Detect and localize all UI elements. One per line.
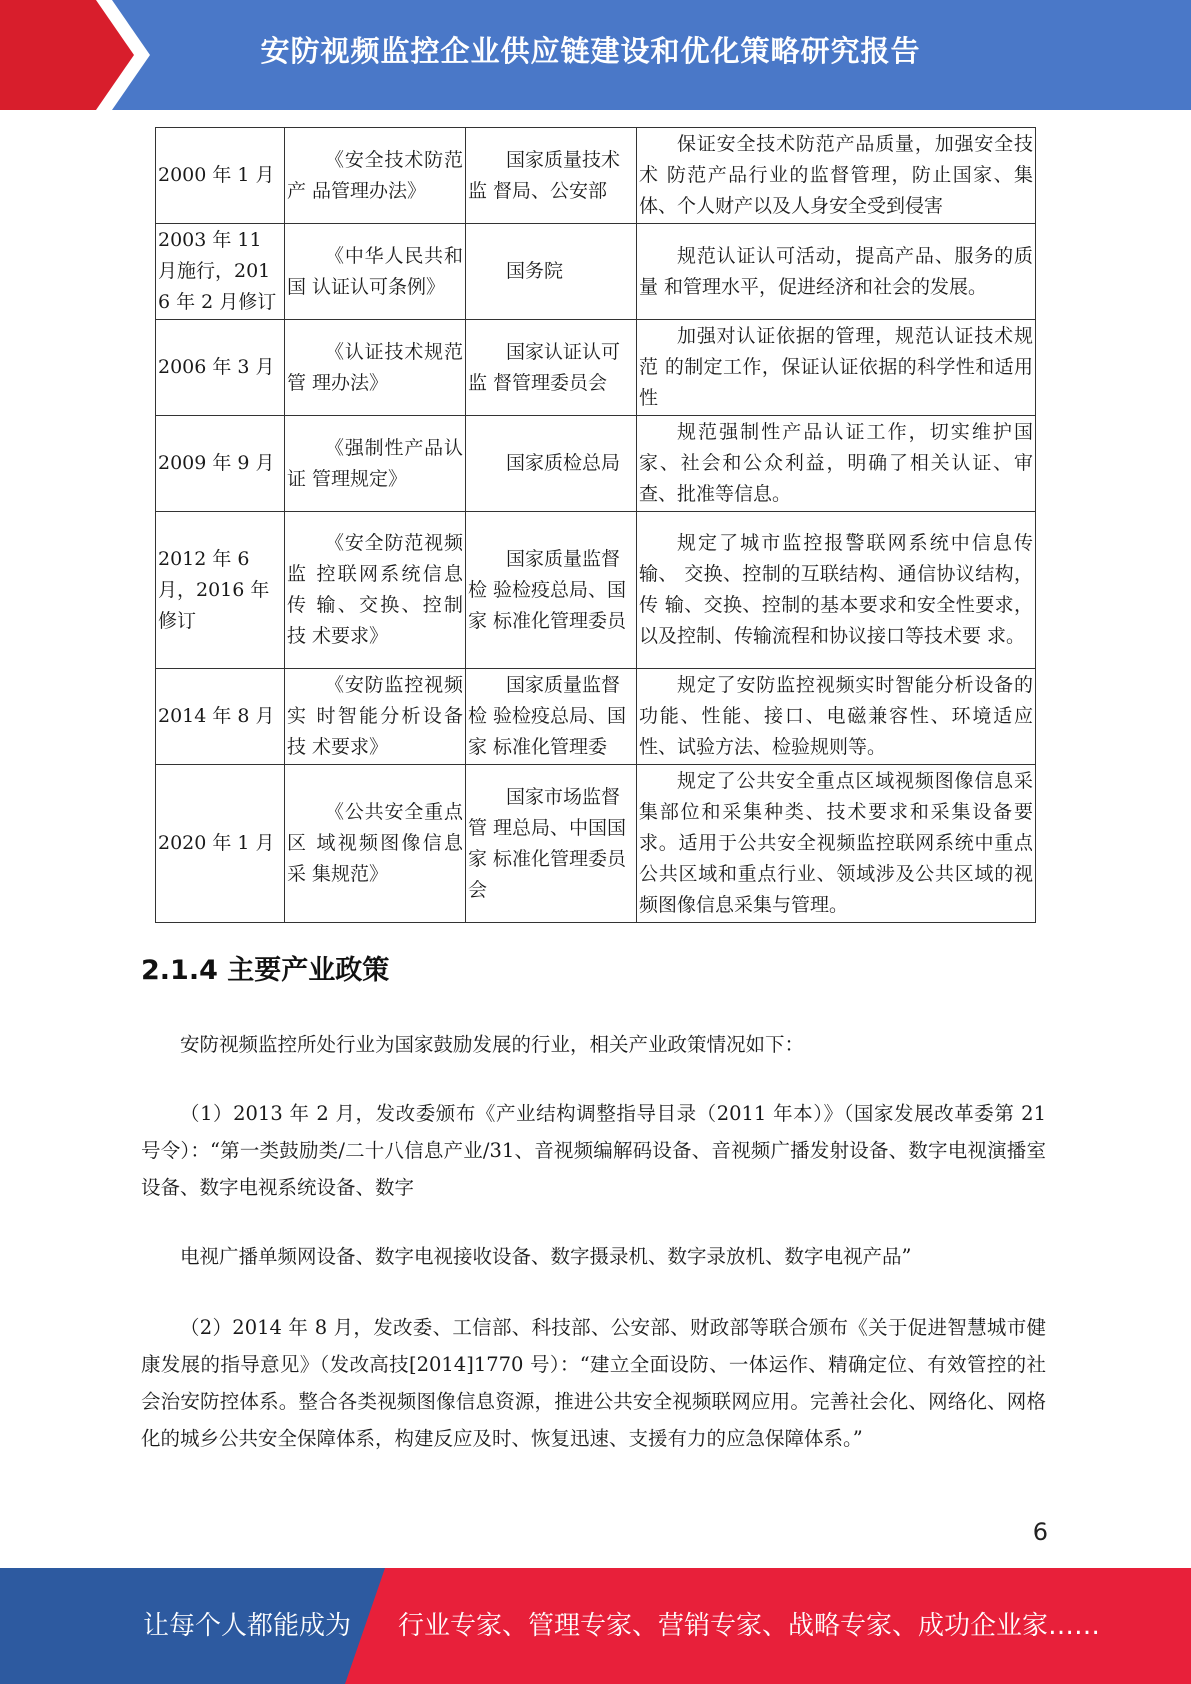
date-cell: 2012 年 6 月，2016 年修订 [156,512,285,669]
description-cell: 规定了公共安全重点区域视频图像信息采集部位和采集种类、技术要求和采集设备要求。适用于公共安全视频监控联网系统中重点公共区域和重点行业、领域涉及公共区域的视频图像信息采集与管理。 [637,765,1036,923]
page-number: 6 [1032,1518,1048,1546]
date-cell: 2014 年 8 月 [156,669,285,765]
footer-slogan-right: 行业专家、管理专家、营销专家、战略专家、成功企业家…… [398,1611,1101,1641]
issuing-authority-cell: 国家市场监督管 理总局、中国国家 标准化管理委员 会 [466,765,637,923]
policy-item-1-paragraph: （1）2013 年 2 月，发改委颁布《产业结构调整指导目录（2011 年本）》（国家发展改革委第 21 号令）：“第一类鼓励类/二十八信息产业/31、音视频编解码设备、音视频广播发射设备、数字电视演播室设备、数字电视系统设备、数字 [141,1102,1046,1199]
table-row [156,765,1036,923]
date-cell: 2006 年 3 月 [156,320,285,416]
issuing-authority-cell: 国家认证认可监 督管理委员会 [466,320,637,416]
regulation-name-cell: 《中华人民共和国 认证认可条例》 [285,224,466,320]
regulation-name-cell: 《安全技术防范产 品管理办法》 [285,128,466,224]
table-row [156,416,1036,512]
policy-item-1-continuation: 电视广播单频网设备、数字电视接收设备、数字摄录机、数字录放机、数字电视产品” [180,1245,912,1268]
issuing-authority-cell: 国务院 [466,224,637,320]
date-cell: 2009 年 9 月 [156,416,285,512]
table-row [156,224,1036,320]
policy-item-2-paragraph: （2）2014 年 8 月，发改委、工信部、科技部、公安部、财政部等联合颁布《关于促进智慧城市健康发展的指导意见》（发改高技[2014]1770 号）：“建立全面设防、一体运作、精确定位、有效管控的社会治安防控体系。整合各类视频图像信息资源，推进公共安全视频联网应用。完善社会化、网络化、网格化的城乡公共安全保障体系，构建反应及时、恢复迅速、支援有力的应急保障体系。” [141,1316,1046,1450]
regulation-name-cell: 《认证技术规范管 理办法》 [285,320,466,416]
table-row [156,128,1036,224]
regulations-table [155,127,1036,923]
issuing-authority-cell: 国家质量监督检 验检疫总局、国家 标准化管理委 [466,669,637,765]
description-cell: 加强对认证依据的管理，规范认证技术规范 的制定工作，保证认证依据的科学性和适用性 [637,320,1036,416]
description-cell: 规定了安防监控视频实时智能分析设备的功能、性能、接口、电磁兼容性、环境适应性、试验方法、检验规则等。 [637,669,1036,765]
report-title: 安防视频监控企业供应链建设和优化策略研究报告 [260,34,921,68]
description-cell: 规范认证认可活动，提高产品、服务的质量 和管理水平，促进经济和社会的发展。 [637,224,1036,320]
regulation-name-cell: 《公共安全重点区 域视频图像信息采 集规范》 [285,765,466,923]
description-cell: 规定了城市监控报警联网系统中信息传输、 交换、控制的互联结构、通信协议结构，传 输、交换、控制的基本要求和安全性要求，以及控制、传输流程和协议接口等技术要 求。 [637,512,1036,669]
regulation-name-cell: 《强制性产品认证 管理规定》 [285,416,466,512]
regulation-name-cell: 《安全防范视频监 控联网系统信息传 输、交换、控制技 术要求》 [285,512,466,669]
intro-paragraph: 安防视频监控所处行业为国家鼓励发展的行业，相关产业政策情况如下： [180,1033,805,1056]
issuing-authority-cell: 国家质检总局 [466,416,637,512]
section-heading: 2.1.4 主要产业政策 [141,955,390,986]
table-row [156,669,1036,765]
description-cell: 保证安全技术防范产品质量，加强安全技术 防范产品行业的监督管理，防止国家、集体、个人财产以及人身安全受到侵害 [637,128,1036,224]
footer-slogan-left: 让每个人都能成为 [143,1611,352,1641]
issuing-authority-cell: 国家质量技术监 督局、公安部 [466,128,637,224]
date-cell: 2003 年 11 月施行，2016 年 2 月修订 [156,224,285,320]
date-cell: 2020 年 1 月 [156,765,285,923]
issuing-authority-cell: 国家质量监督检 验检疫总局、国家 标准化管理委员 [466,512,637,669]
table-row [156,320,1036,416]
page-footer [0,1568,1191,1684]
description-cell: 规范强制性产品认证工作，切实维护国家、社会和公众利益，明确了相关认证、审查、批准等信息。 [637,416,1036,512]
date-cell: 2000 年 1 月 [156,128,285,224]
page-header [0,0,1191,110]
table-row [156,512,1036,669]
regulation-name-cell: 《安防监控视频实 时智能分析设备技 术要求》 [285,669,466,765]
